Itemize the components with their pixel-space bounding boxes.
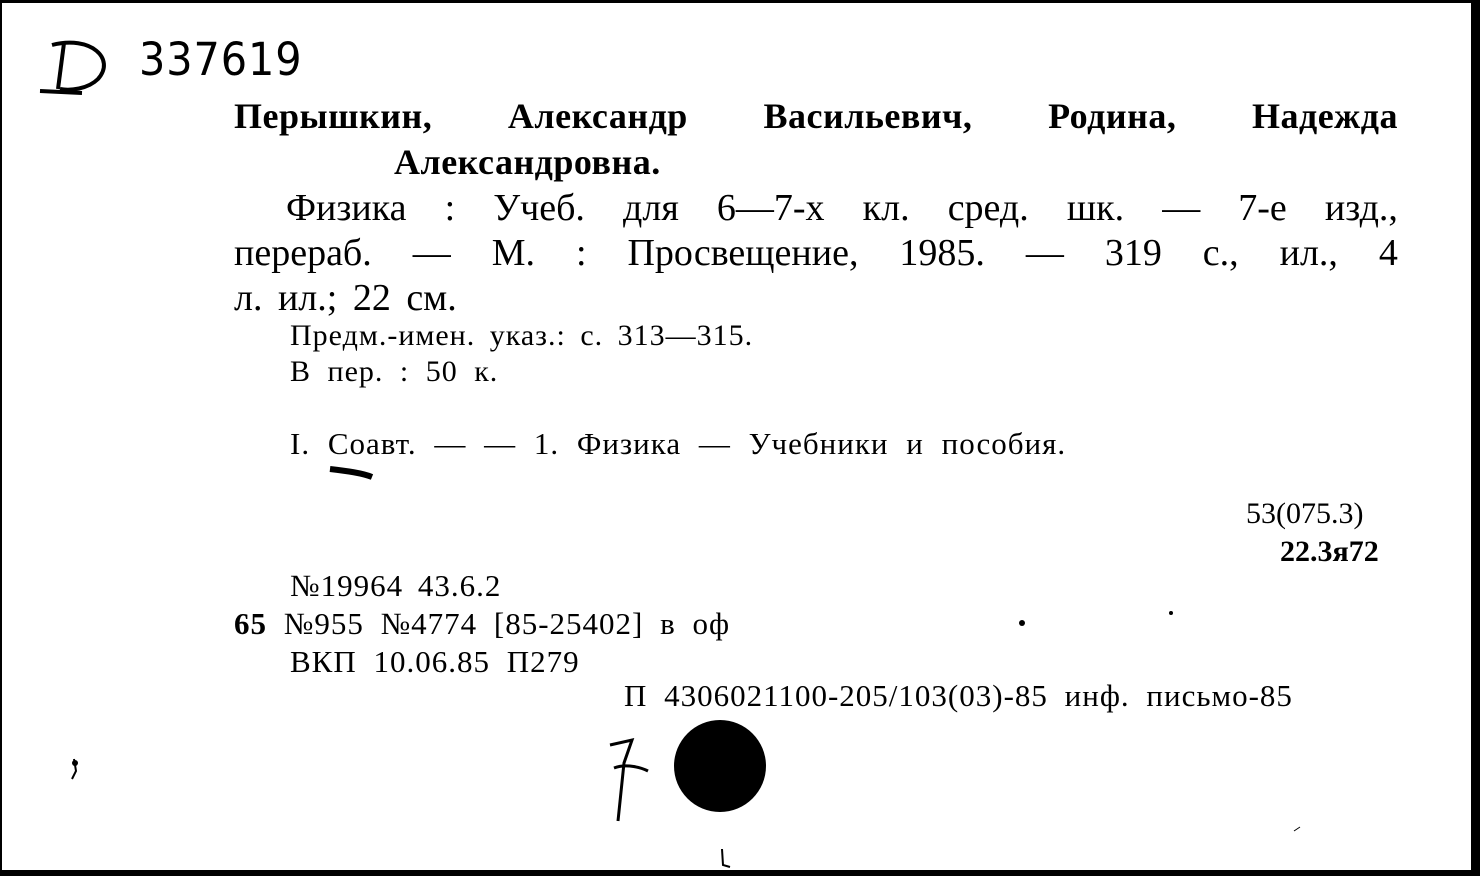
title-line3: л. ил.; 22 см. (234, 277, 457, 319)
black-dot-mark (674, 720, 766, 812)
title-word: шк. (1066, 187, 1125, 229)
card-number-details: №955 №4774 [85-25402] в оф (283, 606, 731, 641)
bbk-index: 22.3я72 (1280, 535, 1379, 568)
title-word: Просвещение, (627, 232, 859, 274)
author-word: Васильевич, (763, 96, 973, 136)
card-number-line1: №19964 43.6.2 (290, 568, 502, 603)
handwritten-7-mark (610, 740, 632, 821)
title-word: М. (491, 232, 535, 274)
title-word: 1985. (899, 232, 985, 274)
title-word: : (444, 187, 456, 229)
card-number-prefix: 65 (234, 606, 267, 641)
author-word: Перышкин, (234, 96, 433, 136)
accession-number: 337619 (139, 33, 303, 86)
index-note: Предм.-имен. указ.: с. 313—315. (290, 319, 754, 352)
title-word: с., (1202, 232, 1239, 274)
isbn-line: П 4306021100-205/103(03)-85 инф. письмо-85 (624, 678, 1293, 713)
title-word: изд., (1324, 187, 1398, 229)
author-word: Александр (507, 96, 688, 136)
tracings: I. Соавт. — — 1. Физика — Учебники и пособия. (290, 426, 1067, 461)
title-word: для (623, 187, 679, 229)
scan-marks (2, 3, 1472, 870)
title-word: перераб. (234, 232, 372, 274)
udc-index: 53(075.3) (1246, 497, 1364, 530)
title-word: Физика (286, 187, 407, 229)
author-word: Надежда (1251, 96, 1398, 136)
title-word: ил., (1279, 232, 1338, 274)
author-heading-line2: Александровна. (394, 142, 661, 182)
title-word: — (1025, 232, 1064, 274)
title-word: 319 (1104, 232, 1162, 274)
title-word: 7-е (1238, 187, 1287, 229)
title-word: кл. (862, 187, 910, 229)
title-word: Учеб. (493, 187, 585, 229)
title-word: 6—7-х (716, 187, 825, 229)
title-word: — (1162, 187, 1201, 229)
title-word: сред. (947, 187, 1029, 229)
underline-mark (330, 469, 372, 477)
price-note: В пер. : 50 к. (290, 355, 499, 388)
card-number-line3: ВКП 10.06.85 П279 (290, 644, 580, 679)
title-word: : (575, 232, 587, 274)
title-word: 4 (1378, 232, 1398, 274)
author-word: Родина, (1048, 96, 1177, 136)
title-word: — (412, 232, 451, 274)
